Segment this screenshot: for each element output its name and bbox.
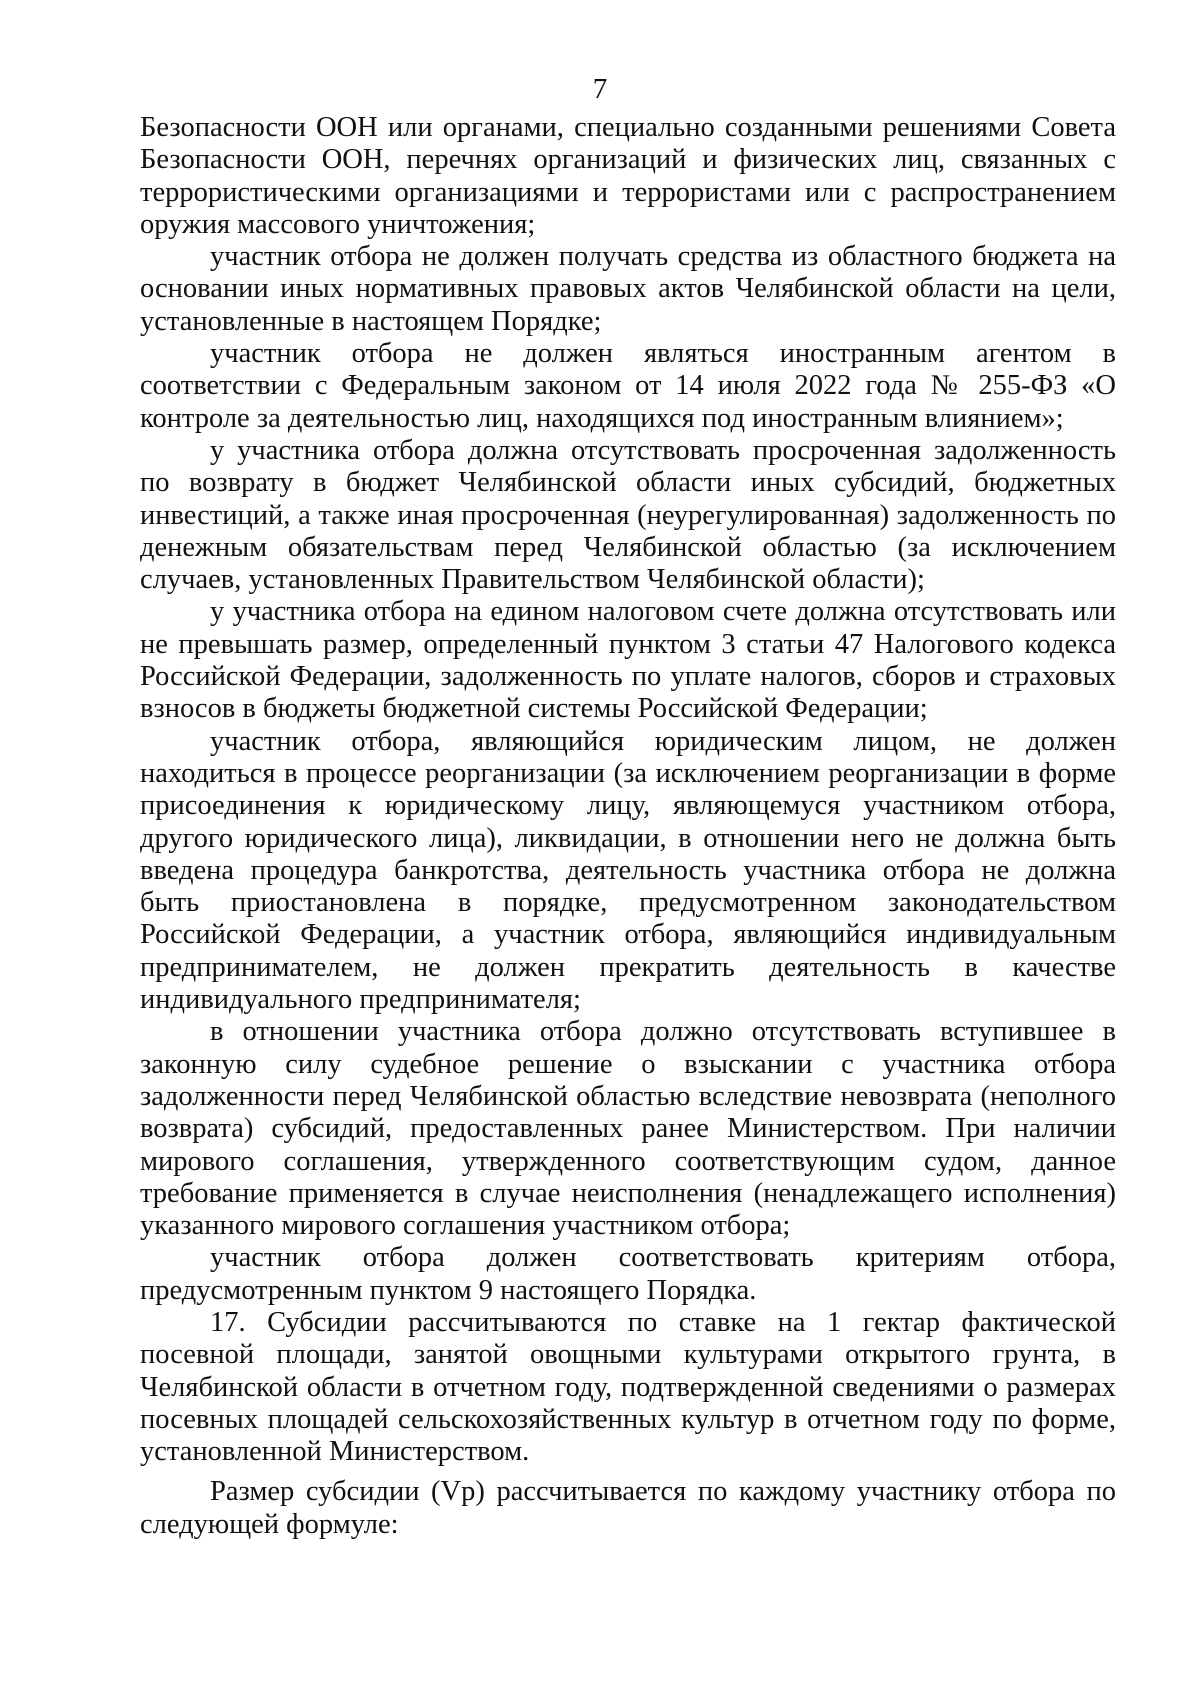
paragraph-overdue-debt: у участника отбора должна отсутствовать просроченная задолженность по возврату в бюджет Челябинской области иных субсидий, бюджетных инвестиций, а также иная просроченная (неурегулированная) задолженность по денежным обязательствам перед Челябинской областью (за исключением случаев, установленных Правительством Челябинской области); [140,434,1116,596]
paragraph-court-decision: в отношении участника отбора должно отсутствовать вступившее в законную силу судебное решение о взыскании с участника отбора задолженности перед Челябинской областью вследствие невозврата (неполного возврата) субсидий, предоставленных ранее Министерством. При наличии мирового соглашения, утвержденного соответствующим судом, данное требование применяется в случае неисполнения (ненадлежащего исполнения) указанного мирового соглашения участником отбора; [140,1016,1116,1242]
paragraph-tax-account: у участника отбора на едином налоговом счете должна отсутствовать или не превышать размер, определенный пунктом 3 статьи 47 Налогового кодекса Российской Федерации, задолженность по уплате налогов, сборов и страховых взносов в бюджеты бюджетной системы Российской Федерации; [140,596,1116,725]
paragraph-formula-intro: Размер субсидии (Vp) рассчитывается по каждому участнику отбора по следующей формуле: [140,1476,1116,1540]
paragraph-item-17: 17. Субсидии рассчитываются по ставке на 1 гектар фактической посевной площади, занятой овощными культурами открытого грунта, в Челябинской области в отчетном году, подтвержденной сведениями о размерах посевных площадей сельскохозяйственных культур в отчетном году по форме, установленной Министерством. [140,1306,1116,1468]
document-body [140,112,1116,1541]
paragraph-criteria: участник отбора должен соответствовать критериям отбора, предусмотренным пунктом 9 настоящего Порядка. [140,1242,1116,1306]
paragraph-budget-funds: участник отбора не должен получать средства из областного бюджета на основании иных нормативных правовых актов Челябинской области на цели, установленные в настоящем Порядке; [140,241,1116,337]
page-number: 7 [592,73,608,105]
paragraph-foreign-agent: участник отбора не должен являться иностранным агентом в соответствии с Федеральным законом от 14 июля 2022 года № 255-ФЗ «О контроле за деятельностью лиц, находящихся под иностранным влиянием»; [140,338,1116,434]
paragraph-reorganization: участник отбора, являющийся юридическим лицом, не должен находиться в процессе реорганизации (за исключением реорганизации в форме присоединения к юридическому лицу, являющемуся участником отбора, другого юридического лица), ликвидации, в отношении него не должна быть введена процедура банкротства, деятельность участника отбора не должна быть приостановлена в порядке, предусмотренном законодательством Российской Федерации, а участник отбора, являющийся индивидуальным предпринимателем, не должен прекратить деятельность в качестве индивидуального предпринимателя; [140,725,1116,1016]
paragraph-continuation: Безопасности ООН или органами, специально созданными решениями Совета Безопасности ООН, перечнях организаций и физических лиц, связанных с террористическими организациями и террористами или с распространением оружия массового уничтожения; [140,112,1116,240]
